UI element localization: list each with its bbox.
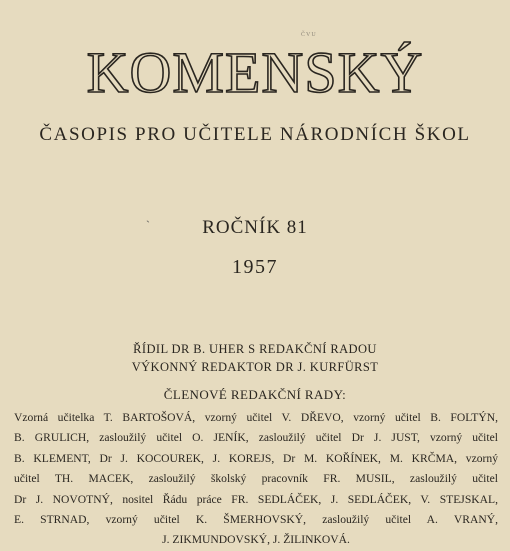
editor-in-chief-line: ŘÍDIL DR B. UHER S REDAKČNÍ RADOU [133, 342, 377, 356]
faint-stamp-mark: ČVU [301, 32, 317, 38]
executive-editor-line: VÝKONNÝ REDAKTOR DR J. KURFÜRST [131, 360, 379, 374]
board-member-line: B. GRULICH, zasloužilý učitel O. JENÍK, zasloužilý učitel Dr J. JUST, vzorný učitel [14, 431, 498, 445]
board-member-line: Vzorná učitelka T. BARTOŠOVÁ, vzorný učitel V. DŘEVO, vzorný učitel B. FOLTÝN, [14, 411, 498, 424]
journal-title: KOMENSKÝ [86, 40, 424, 105]
board-member-line: J. ZIKMUNDOVSKÝ, J. ŽILINKOVÁ. [162, 533, 350, 547]
board-member-line: B. KLEMENT, Dr J. KOCOUREK, J. KOREJS, Dr M. KOŘÍNEK, M. KRČMA, vzorný [14, 451, 498, 465]
pencil-mark: ˋ [146, 218, 150, 232]
board-member-line: učitel TH. MACEK, zasloužilý školský pracovník FR. MUSIL, zasloužilý učitel [14, 472, 498, 486]
board-members-list [14, 408, 498, 551]
volume-number: ROČNÍK 81 [202, 217, 308, 238]
journal-subtitle: ČASOPIS PRO UČITELE NÁRODNÍCH ŠKOL [39, 124, 471, 145]
board-member-line: E. STRNAD, vzorný učitel K. ŠMERHOVSKÝ, zasloužilý učitel A. VRANÝ, [14, 513, 498, 527]
board-member-line: Dr J. NOVOTNÝ, nositel Řádu práce FR. SEDLÁČEK, J. SEDLÁČEK, V. STEJSKAL, [14, 492, 498, 506]
publication-year: 1957 [232, 256, 278, 278]
journal-title-logo [86, 38, 424, 105]
board-heading: ČLENOVÉ REDAKČNÍ RADY: [163, 387, 347, 402]
masthead [0, 38, 510, 105]
editors-block [0, 340, 510, 376]
